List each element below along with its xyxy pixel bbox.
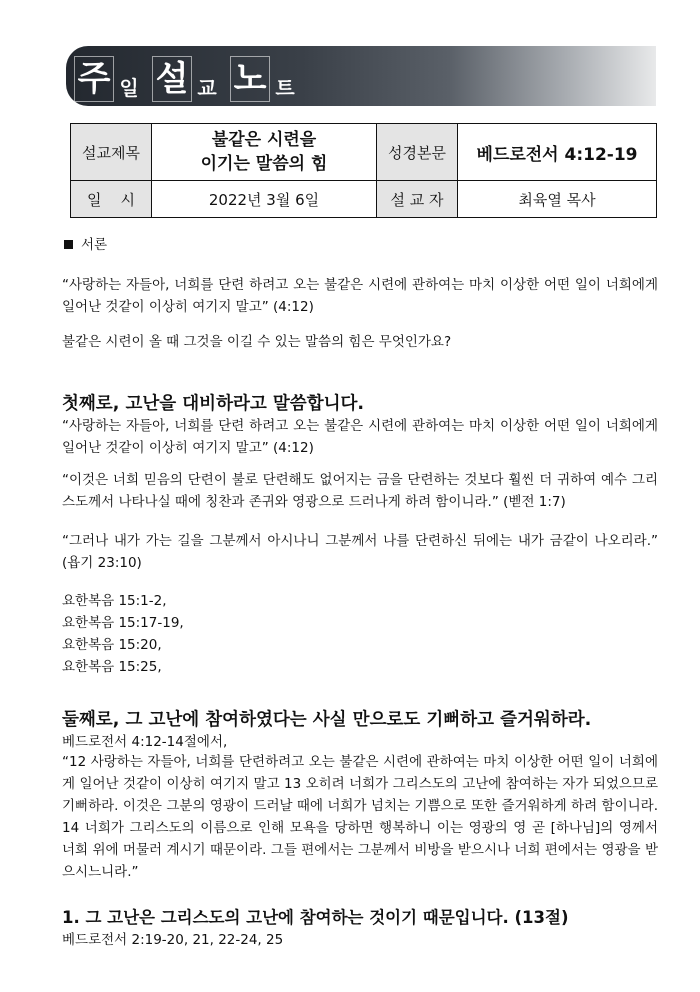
- first-quote-2: “이것은 너희 믿음의 단련이 불로 단련해도 없어지는 금을 단련하는 것보다 훨씬 더 귀하여 예수 그리스도께서 나타나실 때에 칭찬과 존귀와 영광으로 드러나게 하려 함이니라.” (벧전 1:7): [62, 472, 658, 510]
- second-intro: 베드로전서 4:12-14절에서,: [62, 734, 228, 750]
- reference-item: 요한복음 15:25,: [62, 659, 162, 675]
- intro-heading: 서론: [62, 234, 658, 256]
- intro-question: 불같은 시련이 올 때 그것을 이길 수 있는 말씀의 힘은 무엇인가요?: [62, 334, 452, 350]
- banner-char: 설: [152, 56, 192, 102]
- sermon-title-line1: 불같은 시련을: [211, 130, 317, 150]
- title-label: 설교제목: [71, 124, 152, 181]
- scripture-value: 베드로전서 4:12-19: [458, 124, 657, 181]
- intro-quote: “사랑하는 자들아, 너희를 단련 하려고 오는 불같은 시련에 관하여는 마치 이상한 어떤 일이 너희에게 일어난 것같이 이상히 여기지 말고” (4:12): [62, 277, 658, 315]
- banner-char: 주: [74, 56, 114, 102]
- point1-heading: 1. 그 고난은 그리스도의 고난에 참여하는 것이기 때문입니다. (13절): [62, 908, 569, 927]
- banner-char: 트: [275, 76, 295, 100]
- second-heading: 둘째로, 그 고난에 참여하였다는 사실 만으로도 기뻐하고 즐거워하라.: [62, 710, 592, 730]
- first-quote-3: “그러나 내가 가는 길을 그분께서 아시나니 그분께서 나를 단련하신 뒤에는 내가 금같이 나오리라.” (욥기 23:10): [62, 533, 658, 571]
- preacher-label: 설 교 자: [377, 181, 458, 218]
- sermon-info-table: [70, 123, 657, 218]
- reference-list: [62, 590, 658, 678]
- date-label: 일 시: [71, 181, 152, 218]
- scripture-label: 성경본문: [377, 124, 458, 181]
- second-quote: “12 사랑하는 자들아, 너희를 단련하려고 오는 불같은 시련에 관하여는 마치 이상한 어떤 일이 너희에게 일어난 것같이 이상히 여기지 말고 13 오히려 너희가 그리스도의 고난에 참여하는 자가 되었으므로 기뻐하라. 이것은 그분의 영광이 드러날 때에 너희가 넘치는 기쁨으로 또한 즐거워하게 하려 함이니라. 14 너희가 그리스도의 이름으로 인해 모욕을 당하면 행복하니 이는 영광의 영 곧 [하나님]의 영께서 너희 위에 머물러 계시기 때문이라. 그들 편에서는 그분께서 비방을 받으시나 너희 편에서는 영광을 받으시느니라.”: [62, 754, 658, 880]
- sermon-title-line2: 이기는 말씀의 힘: [200, 154, 328, 174]
- first-heading: 첫째로, 고난을 대비하라고 말씀합니다.: [62, 394, 365, 414]
- first-quote-1: “사랑하는 자들아, 너희를 단련 하려고 오는 불같은 시련에 관하여는 마치 이상한 어떤 일이 너희에게 일어난 것같이 이상히 여기지 말고” (4:12): [62, 418, 658, 456]
- banner-char: 교: [197, 76, 217, 100]
- point1-refs: 베드로전서 2:19-20, 21, 22-24, 25: [62, 932, 284, 948]
- date-value: 2022년 3월 6일: [152, 181, 377, 218]
- reference-item: 요한복음 15:17-19,: [62, 615, 184, 631]
- reference-item: 요한복음 15:20,: [62, 637, 162, 653]
- banner-char: 일: [119, 76, 139, 100]
- preacher-value: 최육열 목사: [458, 181, 657, 218]
- banner-char: 노: [230, 56, 270, 102]
- banner-title: [74, 52, 306, 102]
- reference-item: 요한복음 15:1-2,: [62, 593, 167, 609]
- square-bullet-icon: [64, 240, 73, 249]
- sermon-title: [152, 124, 377, 181]
